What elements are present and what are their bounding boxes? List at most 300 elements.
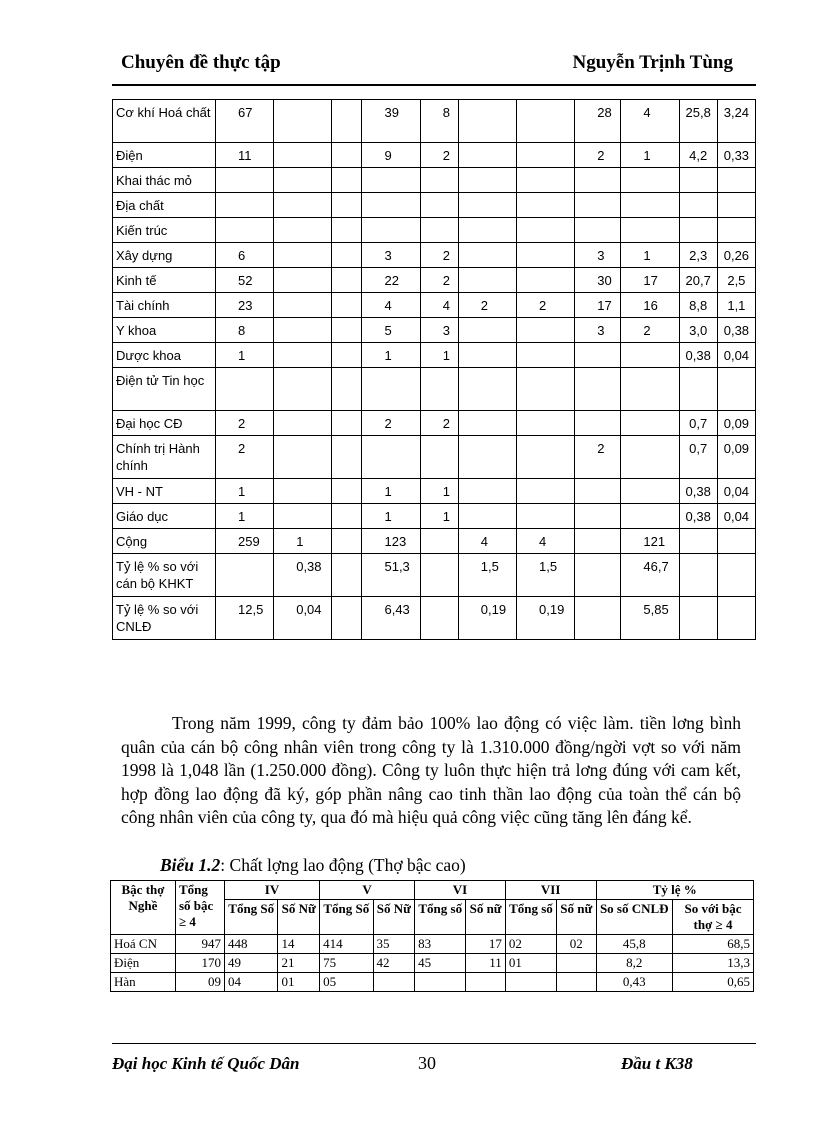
table-cell: 22 bbox=[362, 268, 420, 293]
table-cell bbox=[458, 368, 516, 411]
table-cell bbox=[274, 243, 332, 268]
table-cell: 9 bbox=[362, 143, 420, 168]
table-row bbox=[113, 293, 756, 318]
table-cell bbox=[332, 343, 362, 368]
table-cell: 25,8 bbox=[679, 100, 717, 143]
table-cell: 2 bbox=[362, 411, 420, 436]
table-cell bbox=[679, 529, 717, 554]
table-cell bbox=[717, 597, 755, 640]
table-cell bbox=[274, 479, 332, 504]
table-cell: 45 bbox=[415, 954, 466, 973]
table-cell: 0,09 bbox=[717, 411, 755, 436]
subheader-total: Tổng Số bbox=[225, 900, 278, 935]
table-cell: 35 bbox=[373, 935, 415, 954]
table-cell bbox=[274, 218, 332, 243]
table-cell: 17 bbox=[575, 293, 621, 318]
table-cell bbox=[517, 168, 575, 193]
table-cell: 46,7 bbox=[621, 554, 679, 597]
trade-label: Hàn bbox=[111, 973, 176, 992]
table-cell: 0,33 bbox=[717, 143, 755, 168]
subheader-female: Số nữ bbox=[466, 900, 505, 935]
table-cell bbox=[274, 368, 332, 411]
table-cell bbox=[621, 368, 679, 411]
table-cell bbox=[717, 218, 755, 243]
table-row bbox=[113, 268, 756, 293]
table-cell bbox=[216, 368, 274, 411]
table-cell bbox=[420, 168, 458, 193]
table-cell: 2 bbox=[216, 411, 274, 436]
table-cell: 11 bbox=[466, 954, 505, 973]
table-cell bbox=[332, 479, 362, 504]
table-cell bbox=[274, 318, 332, 343]
table-cell bbox=[517, 318, 575, 343]
table-cell bbox=[621, 168, 679, 193]
table-cell bbox=[466, 973, 505, 992]
table-cell bbox=[332, 597, 362, 640]
table-cell bbox=[332, 168, 362, 193]
table-cell: 3,24 bbox=[717, 100, 755, 143]
table-cell: 0,38 bbox=[274, 554, 332, 597]
table-cell bbox=[332, 268, 362, 293]
table-row bbox=[113, 193, 756, 218]
table-cell bbox=[575, 411, 621, 436]
table-cell: 2 bbox=[621, 318, 679, 343]
table-cell bbox=[332, 554, 362, 597]
table-cell: 8 bbox=[216, 318, 274, 343]
row-label: Chính trị Hành chính bbox=[113, 436, 216, 479]
table-cell bbox=[517, 218, 575, 243]
table-cell bbox=[679, 193, 717, 218]
table-cell: 3 bbox=[362, 243, 420, 268]
table-row bbox=[113, 504, 756, 529]
table-cell bbox=[575, 168, 621, 193]
footer-class: Đầu t K38 bbox=[621, 1054, 693, 1073]
row-label: Dược khoa bbox=[113, 343, 216, 368]
table-cell bbox=[458, 218, 516, 243]
table-cell bbox=[216, 218, 274, 243]
table-cell bbox=[575, 504, 621, 529]
table-cell bbox=[517, 243, 575, 268]
header-rule bbox=[112, 84, 756, 86]
table-cell: 02 bbox=[557, 935, 596, 954]
table-cell: 1,1 bbox=[717, 293, 755, 318]
table-cell bbox=[517, 268, 575, 293]
table-cell: 1 bbox=[216, 479, 274, 504]
table-cell bbox=[517, 343, 575, 368]
table-cell bbox=[274, 293, 332, 318]
table-cell: 1 bbox=[621, 143, 679, 168]
table-cell bbox=[458, 318, 516, 343]
table-cell: 30 bbox=[575, 268, 621, 293]
table-cell bbox=[557, 954, 596, 973]
table-cell bbox=[332, 293, 362, 318]
row-label: Xây dựng bbox=[113, 243, 216, 268]
table-cell bbox=[373, 973, 415, 992]
row-label: Y khoa bbox=[113, 318, 216, 343]
table-cell: 2 bbox=[420, 268, 458, 293]
table-cell bbox=[420, 554, 458, 597]
table-cell bbox=[274, 504, 332, 529]
footer-rule bbox=[112, 1043, 756, 1044]
table-cell bbox=[621, 436, 679, 479]
table-cell: 1 bbox=[420, 479, 458, 504]
table-cell bbox=[575, 368, 621, 411]
table-row bbox=[111, 935, 754, 954]
table-cell bbox=[274, 343, 332, 368]
table-cell bbox=[517, 100, 575, 143]
table-cell bbox=[458, 436, 516, 479]
table-cell: 51,3 bbox=[362, 554, 420, 597]
table-cell bbox=[420, 529, 458, 554]
table-cell: 2 bbox=[575, 436, 621, 479]
table-cell bbox=[216, 193, 274, 218]
table-cell bbox=[517, 436, 575, 479]
table-cell: 1 bbox=[362, 343, 420, 368]
table-row bbox=[113, 529, 756, 554]
header-level-v: V bbox=[320, 881, 415, 900]
table-cell: 4 bbox=[517, 529, 575, 554]
table-cell: 83 bbox=[415, 935, 466, 954]
subheader-vs-workers: So số CNLĐ bbox=[596, 900, 673, 935]
table-cell: 2 bbox=[458, 293, 516, 318]
table-row bbox=[113, 554, 756, 597]
header-title: Chuyên đề thực tập bbox=[121, 52, 281, 73]
table-cell: 17 bbox=[466, 935, 505, 954]
row-label: Tài chính bbox=[113, 293, 216, 318]
table-cell bbox=[621, 411, 679, 436]
table-cell bbox=[332, 529, 362, 554]
table-cell bbox=[621, 504, 679, 529]
table-row bbox=[111, 954, 754, 973]
table-cell: 5,85 bbox=[621, 597, 679, 640]
table-cell: 5 bbox=[362, 318, 420, 343]
row-label: Tỷ lệ % so với cán bộ KHKT bbox=[113, 554, 216, 597]
table-cell bbox=[517, 479, 575, 504]
table-cell bbox=[362, 436, 420, 479]
header-total: Tổng số bậc ≥ 4 bbox=[176, 881, 225, 935]
table-cell bbox=[362, 193, 420, 218]
table-cell: 4,2 bbox=[679, 143, 717, 168]
table-cell: 0,43 bbox=[596, 973, 673, 992]
table-cell: 1 bbox=[216, 504, 274, 529]
table-cell: 42 bbox=[373, 954, 415, 973]
header-level-vii: VII bbox=[505, 881, 596, 900]
table-cell bbox=[332, 368, 362, 411]
table-cell bbox=[717, 193, 755, 218]
table-cell: 13,3 bbox=[673, 954, 754, 973]
table-cell: 123 bbox=[362, 529, 420, 554]
table-cell: 0,38 bbox=[679, 343, 717, 368]
table-cell bbox=[575, 554, 621, 597]
row-label: VH - NT bbox=[113, 479, 216, 504]
body-paragraph: Trong năm 1999, công ty đảm bảo 100% lao động có việc làm. tiền lơng bình quân của cán bộ công nhân viên trong công ty là 1.310.000 đồng/ngời vợt so với năm 1998 là 1,048 lần (1.250.000 đồng). Công ty luôn thực hiện trả lơng đúng với cam kết, hợp đồng lao động đã ký, góp phần nâng cao tinh thần lao động của toàn thể cán bộ công nhân viên của công ty, qua đó mà hiệu quả công việc cũng tăng lên đáng kể. bbox=[121, 713, 741, 827]
table-cell bbox=[274, 436, 332, 479]
table-cell bbox=[575, 597, 621, 640]
table-cell: 0,04 bbox=[717, 343, 755, 368]
table-cell: 8 bbox=[420, 100, 458, 143]
table-cell: 01 bbox=[505, 954, 556, 973]
table-cell: 0,38 bbox=[679, 479, 717, 504]
table-cell bbox=[458, 193, 516, 218]
table-cell bbox=[362, 368, 420, 411]
table-cell: 0,09 bbox=[717, 436, 755, 479]
table-cell bbox=[679, 554, 717, 597]
table-cell: 1 bbox=[621, 243, 679, 268]
table-cell: 23 bbox=[216, 293, 274, 318]
caption-label: Biểu 1.2 bbox=[160, 855, 221, 875]
table-cell: 259 bbox=[216, 529, 274, 554]
table-cell: 448 bbox=[225, 935, 278, 954]
table-cell bbox=[575, 218, 621, 243]
table-row bbox=[113, 343, 756, 368]
table-row bbox=[113, 100, 756, 143]
trade-label: Điện bbox=[111, 954, 176, 973]
table-cell: 3,0 bbox=[679, 318, 717, 343]
table-cell: 1 bbox=[420, 504, 458, 529]
table-cell bbox=[458, 411, 516, 436]
table-cell: 0,26 bbox=[717, 243, 755, 268]
table-cell bbox=[362, 218, 420, 243]
table-cell: 0,04 bbox=[274, 597, 332, 640]
row-label: Địa chất bbox=[113, 193, 216, 218]
table-cell: 0,7 bbox=[679, 436, 717, 479]
table-cell bbox=[517, 193, 575, 218]
table-cell bbox=[274, 411, 332, 436]
table-row bbox=[113, 318, 756, 343]
table-cell: 1,5 bbox=[517, 554, 575, 597]
table-cell bbox=[621, 218, 679, 243]
table-cell: 0,04 bbox=[717, 479, 755, 504]
table-row bbox=[113, 411, 756, 436]
table-cell bbox=[517, 504, 575, 529]
header-author: Nguyễn Trịnh Tùng bbox=[572, 52, 733, 73]
table-cell: 04 bbox=[225, 973, 278, 992]
table-cell bbox=[557, 973, 596, 992]
table-cell: 16 bbox=[621, 293, 679, 318]
table-cell: 4 bbox=[420, 293, 458, 318]
table-cell: 121 bbox=[621, 529, 679, 554]
table-cell: 2,5 bbox=[717, 268, 755, 293]
table-cell: 2 bbox=[420, 143, 458, 168]
table-cell bbox=[420, 218, 458, 243]
table-cell: 414 bbox=[320, 935, 373, 954]
table-cell bbox=[679, 597, 717, 640]
table-cell bbox=[458, 243, 516, 268]
table-cell bbox=[575, 193, 621, 218]
subheader-female: Số Nữ bbox=[373, 900, 415, 935]
table-cell bbox=[420, 436, 458, 479]
row-label: Khai thác mỏ bbox=[113, 168, 216, 193]
table-cell: 4 bbox=[362, 293, 420, 318]
table-row bbox=[113, 218, 756, 243]
table-cell bbox=[621, 479, 679, 504]
table-cell: 3 bbox=[575, 243, 621, 268]
table-cell: 0,19 bbox=[517, 597, 575, 640]
table-cell: 67 bbox=[216, 100, 274, 143]
table-cell: 170 bbox=[176, 954, 225, 973]
header-ratio: Tỷ lệ % bbox=[596, 881, 754, 900]
table-cell bbox=[332, 436, 362, 479]
labor-quality-table bbox=[110, 880, 754, 992]
table-row bbox=[113, 368, 756, 411]
page-number: 30 bbox=[418, 1053, 436, 1073]
table-cell bbox=[274, 143, 332, 168]
table-cell: 3 bbox=[575, 318, 621, 343]
table-cell bbox=[679, 218, 717, 243]
table-cell: 947 bbox=[176, 935, 225, 954]
table-cell: 45,8 bbox=[596, 935, 673, 954]
table-cell: 8,8 bbox=[679, 293, 717, 318]
table-cell: 2 bbox=[420, 411, 458, 436]
table-cell bbox=[717, 168, 755, 193]
table-cell bbox=[332, 218, 362, 243]
table-cell: 0,38 bbox=[717, 318, 755, 343]
table-cell: 02 bbox=[505, 935, 556, 954]
table-cell: 8,2 bbox=[596, 954, 673, 973]
table-cell bbox=[332, 243, 362, 268]
table-cell: 0,65 bbox=[673, 973, 754, 992]
table-cell bbox=[458, 168, 516, 193]
subheader-vs-grade: So với bậc thợ ≥ 4 bbox=[673, 900, 754, 935]
table-cell bbox=[621, 193, 679, 218]
table-cell bbox=[332, 318, 362, 343]
table-cell bbox=[458, 479, 516, 504]
table-cell bbox=[332, 193, 362, 218]
table-cell bbox=[517, 143, 575, 168]
table-cell bbox=[575, 479, 621, 504]
header-level-vi: VI bbox=[415, 881, 506, 900]
subheader-total: Tổng số bbox=[505, 900, 556, 935]
row-label: Điện bbox=[113, 143, 216, 168]
table-cell: 0,7 bbox=[679, 411, 717, 436]
row-label: Kiến trúc bbox=[113, 218, 216, 243]
table-cell bbox=[216, 168, 274, 193]
table-cell: 2 bbox=[420, 243, 458, 268]
table-cell: 14 bbox=[278, 935, 320, 954]
row-label: Đại học CĐ bbox=[113, 411, 216, 436]
statistics-table bbox=[112, 99, 756, 640]
table-cell: 6 bbox=[216, 243, 274, 268]
table-cell: 2 bbox=[517, 293, 575, 318]
table-cell bbox=[517, 411, 575, 436]
table-cell bbox=[621, 343, 679, 368]
table-cell bbox=[420, 193, 458, 218]
table-row bbox=[113, 597, 756, 640]
table-cell bbox=[717, 529, 755, 554]
table-cell: 1,5 bbox=[458, 554, 516, 597]
table-cell: 49 bbox=[225, 954, 278, 973]
table-cell bbox=[458, 268, 516, 293]
table-cell bbox=[415, 973, 466, 992]
table-cell: 17 bbox=[621, 268, 679, 293]
row-label: Điện tử Tin học bbox=[113, 368, 216, 411]
table-row bbox=[113, 143, 756, 168]
table-cell bbox=[274, 100, 332, 143]
table-cell: 52 bbox=[216, 268, 274, 293]
table-cell: 75 bbox=[320, 954, 373, 973]
table-cell: 1 bbox=[274, 529, 332, 554]
table-cell: 0,38 bbox=[679, 504, 717, 529]
table-cell: 09 bbox=[176, 973, 225, 992]
table-cell: 12,5 bbox=[216, 597, 274, 640]
table-cell bbox=[420, 597, 458, 640]
table-row bbox=[111, 973, 754, 992]
table-cell bbox=[575, 343, 621, 368]
table-cell bbox=[717, 368, 755, 411]
table-cell bbox=[679, 168, 717, 193]
table-cell: 4 bbox=[621, 100, 679, 143]
table-cell: 4 bbox=[458, 529, 516, 554]
table-cell bbox=[274, 168, 332, 193]
trade-label: Hoá CN bbox=[111, 935, 176, 954]
table-cell bbox=[274, 268, 332, 293]
table-cell: 01 bbox=[278, 973, 320, 992]
row-label: Cơ khí Hoá chất bbox=[113, 100, 216, 143]
subheader-female: Số Nữ bbox=[278, 900, 320, 935]
table-caption bbox=[160, 855, 466, 876]
row-label: Giáo dục bbox=[113, 504, 216, 529]
table-cell bbox=[458, 343, 516, 368]
table-cell: 05 bbox=[320, 973, 373, 992]
table-cell bbox=[362, 168, 420, 193]
table-cell bbox=[420, 368, 458, 411]
subheader-total: Tổng số bbox=[415, 900, 466, 935]
row-label: Cộng bbox=[113, 529, 216, 554]
table-row bbox=[113, 479, 756, 504]
table-cell: 2,3 bbox=[679, 243, 717, 268]
table-cell: 28 bbox=[575, 100, 621, 143]
table-cell bbox=[458, 504, 516, 529]
table-row bbox=[113, 436, 756, 479]
table-cell bbox=[575, 529, 621, 554]
header-trade: Bậc thợ Nghề bbox=[111, 881, 176, 935]
table-cell: 39 bbox=[362, 100, 420, 143]
table-cell: 3 bbox=[420, 318, 458, 343]
table-cell bbox=[517, 368, 575, 411]
table-cell: 11 bbox=[216, 143, 274, 168]
table-cell bbox=[458, 100, 516, 143]
table-cell bbox=[274, 193, 332, 218]
table-cell bbox=[458, 143, 516, 168]
row-label: Kinh tế bbox=[113, 268, 216, 293]
table-cell: 2 bbox=[575, 143, 621, 168]
table-cell: 0,19 bbox=[458, 597, 516, 640]
table-cell bbox=[216, 554, 274, 597]
table-cell: 1 bbox=[362, 479, 420, 504]
table-cell: 68,5 bbox=[673, 935, 754, 954]
table-cell bbox=[332, 100, 362, 143]
table-cell bbox=[332, 504, 362, 529]
table-cell bbox=[332, 143, 362, 168]
table-cell: 1 bbox=[216, 343, 274, 368]
row-label: Tỷ lệ % so với CNLĐ bbox=[113, 597, 216, 640]
table-cell bbox=[332, 411, 362, 436]
table-cell: 1 bbox=[362, 504, 420, 529]
table-cell bbox=[717, 554, 755, 597]
subheader-female: Số nữ bbox=[557, 900, 596, 935]
table-cell: 6,43 bbox=[362, 597, 420, 640]
table-cell: 1 bbox=[420, 343, 458, 368]
table-cell: 20,7 bbox=[679, 268, 717, 293]
footer-school: Đại học Kinh tế Quốc Dân bbox=[112, 1054, 300, 1073]
table-cell: 0,04 bbox=[717, 504, 755, 529]
subheader-total: Tổng Số bbox=[320, 900, 373, 935]
table-cell bbox=[679, 368, 717, 411]
table-row bbox=[113, 243, 756, 268]
header-level-iv: IV bbox=[225, 881, 320, 900]
table-row bbox=[113, 168, 756, 193]
table-cell: 2 bbox=[216, 436, 274, 479]
